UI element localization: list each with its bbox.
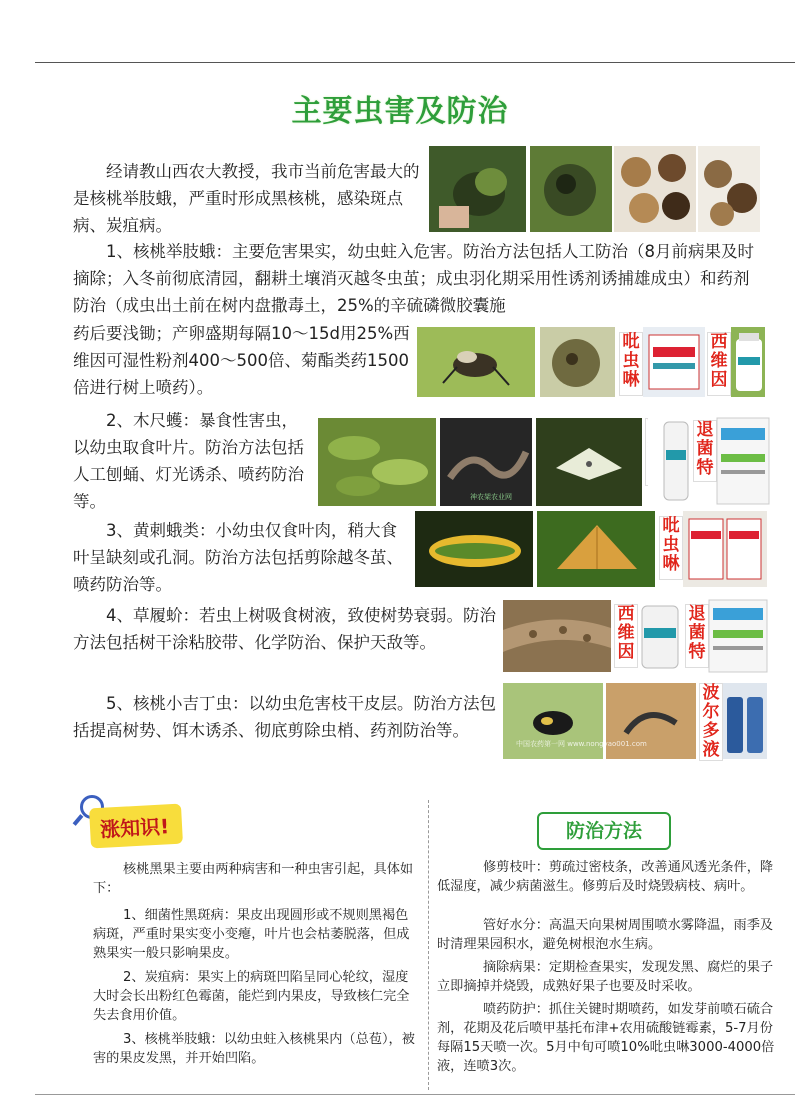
pest1-paragraph-cont: 药后要浅锄；产卵盛期每隔10～15d用25%西维因可湿性粉剂400～500倍、菊酯类药1500倍进行树上喷药）。 [73, 324, 410, 397]
label-imidacloprid-2: 吡虫啉 [659, 516, 683, 580]
photo-walnut-fruit [530, 146, 612, 232]
photo-watermark-2: 中国农药第一网 www.nongyao001.com [516, 740, 647, 748]
photo-walnut-damaged [698, 146, 760, 232]
magnifier-handle [73, 814, 84, 826]
knowledge-item-1: 1、细菌性黑斑病：果皮出现圆形或不规则黑褐色病斑，严重时果实变小变瘪，叶片也会枯萎脱落，但成熟果实一般只影响果皮。 [93, 908, 410, 961]
pest5-paragraph: 5、核桃小吉丁虫：以幼虫危害枝干皮层。防治方法包括提高树势、饵木诱杀、彻底剪除虫梢、药剂防治等。 [73, 694, 496, 740]
page-title: 主要虫害及防治 [0, 86, 800, 130]
photo-thiram-pack-2 [709, 600, 767, 672]
intro-paragraph: 经请教山西农大教授，我市当前危害最大的是核桃举肢蛾，严重时形成黑核桃，感染斑点病、炭疽病。 [73, 162, 420, 235]
photo-walnut-kernels [614, 146, 696, 232]
photo-carbaryl-bottle-2 [638, 600, 682, 672]
pest1-paragraph: 1、核桃举肢蛾：主要危害果实，幼虫蛀入危害。防治方法包括人工防治（8月前病果及时摘除；入冬前彻底清园，翻耕土壤消灭越冬虫茧；成虫羽化期采用性诱剂诱捕雄成虫）和药剂防治（成虫出土前在树内盘撒毒土，25%的辛硫磷微胶囊施 [73, 242, 754, 315]
photo-slug-moth [537, 511, 655, 587]
method-item-4: 喷药防护：抓住关键时期喷药，如发芽前喷石硫合剂，花期及花后喷甲基托布津+农用硫酸链霉素，5-7月份每隔15天喷一次。5月中旬可喷10%吡虫啉3000-4000倍液，连喷3次。 [437, 1002, 775, 1074]
label-carbaryl-3: 西维因 [614, 604, 638, 668]
photo-scale-insects [503, 600, 611, 672]
knowledge-item-3: 3、核桃举肢蛾：以幼虫蛀入核桃果内（总苞），被害的果皮发黑，并开始凹陷。 [93, 1032, 415, 1066]
photo-imidacloprid-pack [683, 511, 767, 587]
photo-walnut-branch [429, 146, 526, 232]
knowledge-intro: 核桃黑果主要由两种病害和一种虫害引起，具体如下： [93, 862, 414, 896]
photo-carbaryl-bottle [648, 418, 690, 504]
pest3-paragraph: 3、黄刺蛾类：小幼虫仅食叶肉，稍大食叶呈缺刻或孔洞。防治方法包括剪除越冬茧、喷药防治等。 [73, 521, 403, 594]
top-rule [35, 62, 795, 63]
label-thiram: 退菌特 [693, 420, 717, 482]
photo-pesticide-pack [643, 327, 705, 397]
bottom-rule [35, 1094, 795, 1095]
photo-geometrid-moth [536, 418, 642, 506]
knowledge-badge: 涨知识! [99, 814, 170, 842]
photo-slug-caterpillar [415, 511, 533, 587]
photo-pesticide-bottle [731, 327, 765, 397]
pest2-paragraph: 2、木尺蠖：暴食性害虫，以幼虫取食叶片。防治方法包括人工刨蛹、灯光诱杀、喷药防治等。 [73, 411, 304, 511]
methods-title: 防治方法 [537, 812, 671, 850]
label-imidacloprid: 吡虫啉 [619, 332, 643, 396]
photo-infested-walnut [540, 327, 615, 397]
pest4-paragraph: 4、草履蚧：若虫上树吸食树液，致使树势衰弱。防治方法包括树干涂粘胶带、化学防治、保护天敌等。 [73, 606, 496, 652]
photo-beetle-larva [516, 683, 696, 759]
knowledge-item-2: 2、炭疽病：果实上的病斑凹陷呈同心轮纹，湿度大时会长出粉红色霉菌，能烂到内果皮，导致核仁完全失去食用价值。 [93, 970, 410, 1023]
photo-watermark: 神农架农业网 [470, 493, 512, 501]
photo-inchworm [440, 418, 532, 506]
method-item-2: 管好水分：高温天向果树周围喷水雾降温，雨季及时清理果园积水，避免树根泡水生病。 [437, 918, 774, 952]
method-item-1: 修剪枝叶：剪疏过密枝条，改善通风透光条件，降低湿度，减少病菌滋生。修剪后及时烧毁病枝、病叶。 [437, 860, 774, 894]
label-carbaryl: 西维因 [707, 332, 731, 396]
photo-thiram-pack [717, 418, 769, 504]
method-item-3: 摘除病果：定期检查果实，发现发黑、腐烂的果子立即摘掉并烧毁，成熟好果子也要及时采收。 [437, 960, 774, 994]
column-divider [428, 800, 429, 1090]
photo-moth-adult [417, 327, 535, 397]
photo-geometrid-leaves [318, 418, 436, 506]
label-thiram-2: 退菌特 [685, 604, 709, 668]
photo-bordeaux-bottles [723, 683, 767, 759]
label-bordeaux: 波尔多液 [699, 683, 723, 761]
